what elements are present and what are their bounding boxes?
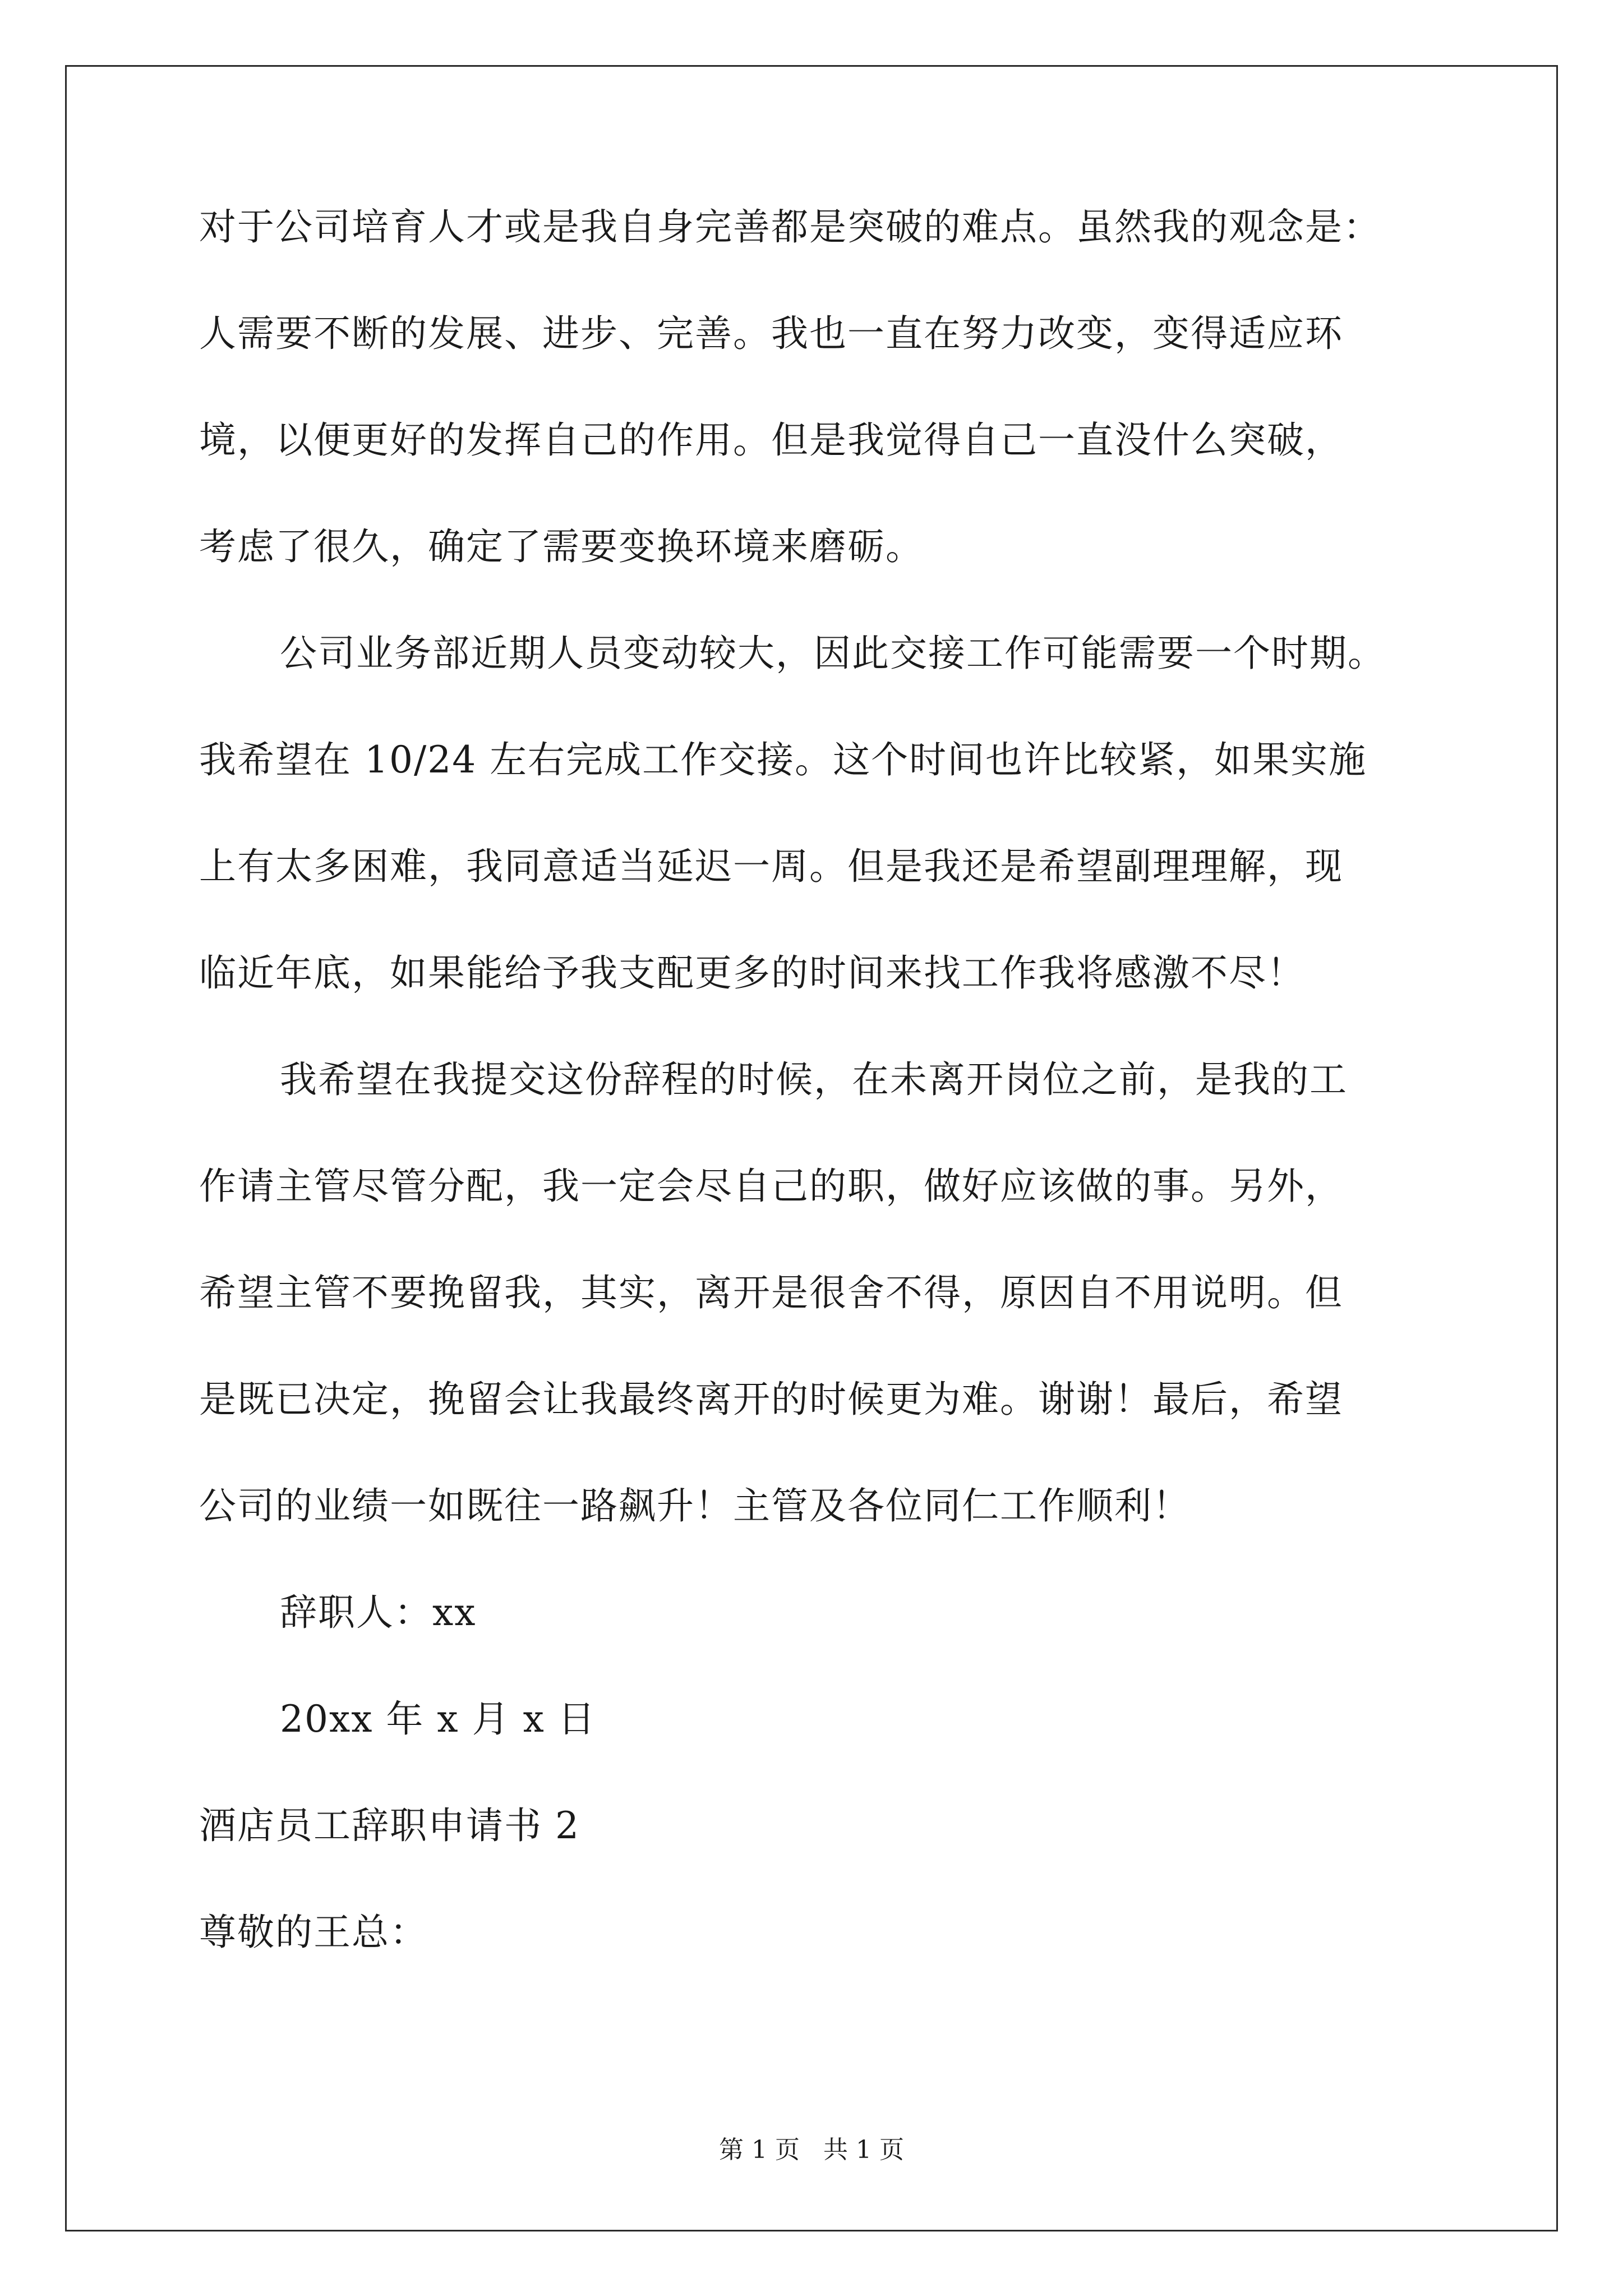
section-title: 酒店员工辞职申请书 2 bbox=[199, 1804, 580, 1847]
document-body bbox=[199, 205, 1444, 2021]
page-number-footer: 第 1 页 共 1 页 bbox=[719, 2136, 904, 2164]
text-line: 对于公司培育人才或是我自身完善都是突破的难点。虽然我的观念是： bbox=[199, 205, 1381, 249]
salutation-line: 尊敬的王总： bbox=[199, 1911, 428, 1954]
text-line: 境，以便更好的发挥自己的作用。但是我觉得自己一直没什么突破， bbox=[199, 418, 1343, 462]
text-line: 上有太多困难，我同意适当延迟一周。但是我还是希望副理理解，现 bbox=[199, 845, 1343, 888]
text-line: 希望主管不要挽留我，其实，离开是很舍不得，原因自不用说明。但 bbox=[199, 1271, 1343, 1314]
text-line: 人需要不断的发展、进步、完善。我也一直在努力改变，变得适应环 bbox=[199, 312, 1343, 355]
text-line: 考虑了很久，确定了需要变换环境来磨砺。 bbox=[199, 525, 924, 568]
text-line: 是既已决定，挽留会让我最终离开的时候更为难。谢谢！最后，希望 bbox=[199, 1378, 1343, 1421]
text-line: 作请主管尽管分配，我一定会尽自己的职，做好应该做的事。另外， bbox=[199, 1165, 1343, 1208]
text-line: 临近年底，如果能给予我支配更多的时间来找工作我将感激不尽！ bbox=[199, 951, 1305, 995]
paragraph-start-line: 我希望在我提交这份辞程的时候，在未离开岗位之前，是我的工 bbox=[280, 1058, 1348, 1101]
signature-line: 辞职人：xx bbox=[280, 1591, 477, 1634]
paragraph-start-line: 公司业务部近期人员变动较大，因此交接工作可能需要一个时期。 bbox=[280, 632, 1386, 675]
date-line: 20xx 年 x 月 x 日 bbox=[280, 1697, 596, 1741]
text-line: 我希望在 10/24 左右完成工作交接。这个时间也许比较紧，如果实施 bbox=[199, 738, 1367, 781]
text-line: 公司的业绩一如既往一路飙升！主管及各位同仁工作顺利！ bbox=[199, 1484, 1191, 1527]
